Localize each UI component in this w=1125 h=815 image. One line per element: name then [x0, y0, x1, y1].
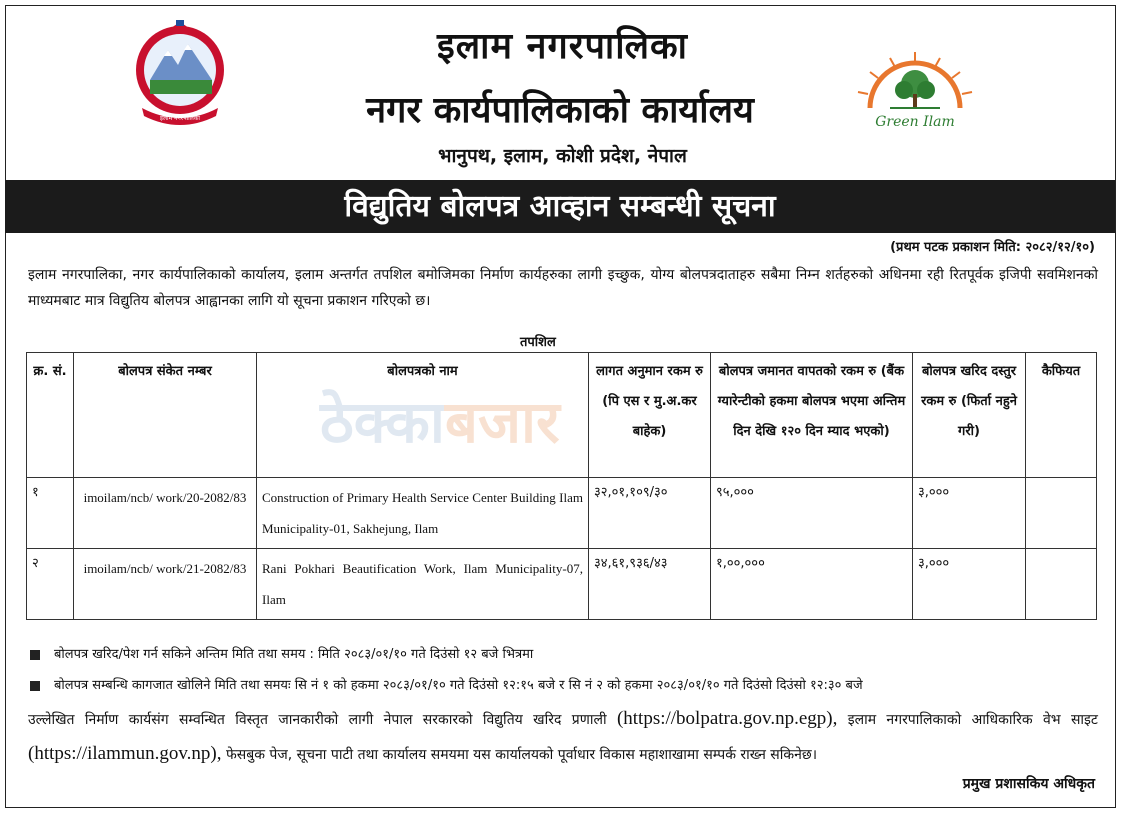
- svg-text:इलाम नगरपालिका: इलाम नगरपालिका: [160, 115, 200, 122]
- signature: प्रमुख प्रशासकिय अधिकृत: [962, 776, 1095, 792]
- org-name-line1: इलाम नगरपालिका: [437, 26, 688, 67]
- cell-fee: ३,०००: [913, 549, 1026, 620]
- publication-date: (प्रथम पटक प्रकाशन मिति: २०८२/१२/१०): [890, 240, 1095, 255]
- cell-remarks: [1026, 549, 1097, 620]
- tender-table: [26, 352, 1097, 620]
- notice-title-banner: विद्युतिय बोलपत्र आव्हान सम्बन्धी सूचना: [5, 180, 1115, 233]
- cell-remarks: [1026, 478, 1097, 549]
- cell-security: १,००,०००: [711, 549, 913, 620]
- cell-name: Construction of Primary Health Service Center Building Ilam Municipality-01, Sakhejung, Ilam: [257, 478, 589, 549]
- schedule-label: तपशिल: [520, 335, 556, 350]
- cell-name: Rani Pokhari Beautification Work, Ilam Municipality-07, Ilam: [257, 549, 589, 620]
- cell-cost: ३४,६१,९३६/४३: [589, 549, 711, 620]
- table-row: [27, 478, 1097, 549]
- cell-code: imoilam/ncb/ work/20-2082/83: [74, 478, 257, 549]
- cell-fee: ३,०००: [913, 478, 1026, 549]
- org-address: भानुपथ, इलाम, कोशी प्रदेश, नेपाल: [438, 145, 687, 167]
- watermark-part1: ठेक्का: [320, 388, 445, 456]
- bolpatra-link[interactable]: (https://bolpatra.gov.np.egp),: [616, 708, 838, 729]
- cell-security: ९५,०००: [711, 478, 913, 549]
- watermark-part2: बजार: [444, 388, 560, 456]
- table-header-row: [27, 353, 1097, 478]
- note-deadline: [30, 644, 533, 662]
- closing-paragraph: [28, 702, 1098, 772]
- col-header-sn: क्र. सं.: [27, 353, 74, 478]
- intro-paragraph: इलाम नगरपालिका, नगर कार्यपालिकाको कार्यालय, इलाम अन्तर्गत तपशिल बमोजिमका निर्माण कार्यहरुका लागी इच्छुक, योग्य बोलपत्रदाताहरु सबैमा निम्न शर्तहरुको अधिनमा रही रितपूर्वक इजिपी सवमिशनको माध्यमबाट मात्र विद्युतिय बोलपत्र आह्वानका लागि यो सूचना प्रकाशन गरिएको छ।: [28, 267, 1098, 309]
- square-bullet-icon: [30, 681, 40, 691]
- cell-sn: १: [27, 478, 74, 549]
- svg-text:Green Ilam: Green Ilam: [875, 114, 955, 130]
- col-header-fee: बोलपत्र खरिद दस्तुर रकम रु (फिर्ता नहुने गरी): [913, 353, 1026, 478]
- cell-cost: ३२,०१,१०९/३०: [589, 478, 711, 549]
- note-opening: [30, 675, 863, 693]
- col-header-code: बोलपत्र संकेत नम्बर: [74, 353, 257, 478]
- org-name-line2: नगर कार्यपालिकाको कार्यालय: [366, 90, 754, 131]
- cell-code: imoilam/ncb/ work/21-2082/83: [74, 549, 257, 620]
- cell-sn: २: [27, 549, 74, 620]
- col-header-cost: लागत अनुमान रकम रु (पि एस र मु.अ.कर बाहेक): [589, 353, 711, 478]
- green-ilam-logo-icon: [840, 48, 990, 133]
- table-row: [27, 549, 1097, 620]
- col-header-name: बोलपत्रको नाम: [257, 353, 589, 478]
- col-header-remarks: कैफियत: [1026, 353, 1097, 478]
- closing-text-2: इलाम नगरपालिकाको आधिकारिक वेभ साइट: [847, 712, 1098, 728]
- ilammun-link[interactable]: (https://ilammun.gov.np),: [28, 743, 222, 764]
- square-bullet-icon: [30, 650, 40, 660]
- closing-text-3: फेसबुक पेज, सूचना पाटी तथा कार्यालय समयमा यस कार्यालयको पूर्वाधार विकास महाशाखामा सम्पर्क राख्न सकिनेछ।: [225, 747, 818, 763]
- note-text: बोलपत्र सम्बन्धि कागजात खोलिने मिति तथा समयः सि नं १ को हकमा २०८३/०१/१० गते दिउंसो १२:१५ बजे र सि नं २ को हकमा २०८३/०१/१० गते दिउंसो दिउंसो १२:३० बजे: [54, 678, 863, 693]
- nepal-emblem-icon: [120, 20, 240, 135]
- closing-text-1: उल्लेखित निर्माण कार्यसंग सम्वन्धित विस्तृत जानकारीको लागी नेपाल सरकारको विद्युतिय खरिद प्रणाली: [28, 712, 607, 728]
- col-header-security: बोलपत्र जमानत वापतको रकम रु (बैंक ग्यारेन्टीको हकमा बोलपत्र भएमा अन्तिम दिन देखि १२० दिन म्याद भएको): [711, 353, 913, 478]
- note-text: बोलपत्र खरिद/पेश गर्न सकिने अन्तिम मिति तथा समय : मिति २०८३/०१/१० गते दिउंसो १२ बजे भित्रमा: [54, 647, 534, 662]
